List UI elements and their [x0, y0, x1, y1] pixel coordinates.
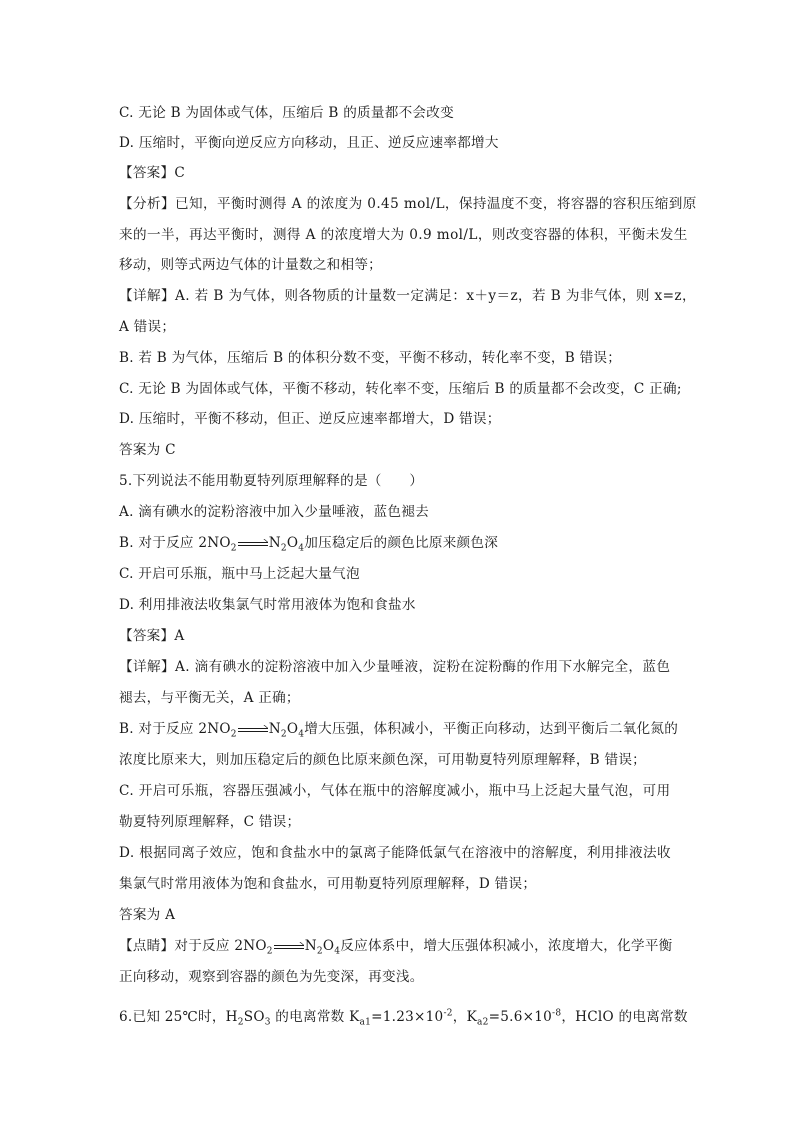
text-line: D. 压缩时，平衡不移动，但正、逆反应速率都增大，D 错误；: [119, 411, 501, 427]
text-line: B. 若 B 为气体，压缩后 B 的体积分数不变，平衡不移动，转化率不变，B 错误；: [119, 350, 622, 366]
text-line: 集氯气时常用液体为饱和食盐水，可用勒夏特列原理解释，D 错误；: [119, 876, 537, 892]
text-line: 浓度比原来大，则加压稳定后的颜色比原来颜色深，可用勒夏特列原理解释，B 错误；: [119, 752, 647, 768]
option-a: A. 滴有碘水的淀粉溶液中加入少量唾液，蓝色褪去: [119, 504, 429, 520]
chemical-formula: $N_2O_4$: [304, 938, 341, 957]
question-6: [119, 1008, 688, 1026]
subscript: 2: [316, 946, 323, 957]
text-line: 【详解】A. 滴有碘水的淀粉溶液中加入少量唾液，淀粉在淀粉酶的作用下水解完全，蓝色: [119, 659, 671, 675]
subscript: a1: [359, 1017, 372, 1028]
equilibrium-arrow-icon: [238, 539, 268, 549]
subscript: a2: [476, 1017, 489, 1028]
text-line: 来的一半，再达平衡时，测得 A 的浓度增大为 0.9 mol/L，则改变容器的体积，平衡未发生: [119, 227, 688, 243]
subscript: 3: [264, 1017, 271, 1028]
equilibrium-arrow-icon: [274, 942, 304, 952]
text-line: A 错误；: [119, 319, 176, 335]
option-b: [119, 534, 498, 552]
subscript: 2: [280, 543, 287, 554]
text-run: =5.6×10: [488, 1009, 553, 1025]
superscript: -8: [552, 1008, 562, 1019]
text-line: [119, 720, 678, 738]
text-line: D. 压缩时，平衡向逆反应方向移动，且正、逆反应速率都增大: [119, 135, 499, 151]
text-run: SO: [243, 1009, 265, 1025]
subscript: 2: [237, 1017, 244, 1028]
text-line: C. 无论 B 为固体或气体，平衡不移动，转化率不变，压缩后 B 的质量都不会改变，C 正确;: [119, 381, 682, 397]
text-run: ，HClO 的电离常数: [561, 1009, 688, 1025]
chemical-formula: $N_2O_4$: [268, 721, 305, 740]
subscript: 2: [230, 729, 237, 740]
subscript: 4: [334, 946, 341, 957]
text-line: C. 无论 B 为固体或气体，压缩后 B 的质量都不会改变: [119, 105, 454, 121]
answer-label: 【答案】C: [119, 165, 186, 181]
question-5: 5.下列说法不能用勒夏特列原理解释的是（ ）: [119, 473, 424, 489]
text-line: 褪去，与平衡无关，A 正确；: [119, 690, 300, 706]
line-text-before: B. 对于反应 2NO: [119, 721, 231, 737]
subscript: 2: [280, 729, 287, 740]
text-run: 6.已知 25℃时，H: [119, 1009, 238, 1025]
text-line: [119, 937, 673, 955]
text-line: 答案为 C: [119, 442, 176, 458]
line-text-after: 反应体系中，增大压强体积减小，浓度增大，化学平衡: [340, 938, 673, 954]
text-line: C. 开启可乐瓶，容器压强减小，气体在瓶中的溶解度减小，瓶中马上泛起大量气泡，可用: [119, 783, 671, 799]
text-line: 答案为 A: [119, 907, 176, 923]
equilibrium-arrow-icon: [238, 725, 268, 735]
text-line: 勒夏特列原理解释，C 错误；: [119, 814, 301, 830]
option-d: D. 利用排液法收集氯气时常用液体为饱和食盐水: [119, 597, 416, 613]
subscript: 4: [298, 543, 305, 554]
superscript: -2: [443, 1008, 453, 1019]
subscript: 2: [230, 543, 237, 554]
text-run: =1.23×10: [371, 1009, 444, 1025]
text-run: 的电离常数 K: [270, 1009, 360, 1025]
text-line: 【分析】已知，平衡时测得 A 的浓度为 0.45 mol/L，保持温度不变，将容器的容积压缩到原: [119, 196, 697, 212]
text-line: 【详解】A. 若 B 为气体，则各物质的计量数一定满足：x＋y＝z，若 B 为非气体，则 x=z，: [119, 288, 696, 304]
text-run: ，K: [452, 1009, 477, 1025]
text-line: D. 根据同离子效应，饱和食盐水中的氯离子能降低氯气在溶液中的溶解度，利用排液法收: [119, 845, 672, 861]
answer-label: 【答案】A: [119, 628, 185, 644]
text-line: 移动，则等式两边气体的计量数之和相等；: [119, 257, 383, 273]
line-text-before: B. 对于反应 2NO: [119, 535, 231, 551]
line-text-before: 【点睛】对于反应 2NO: [119, 938, 267, 954]
subscript: 2: [266, 946, 273, 957]
subscript: 4: [298, 729, 305, 740]
text-line: 正向移动，观察到容器的颜色为先变深，再变浅。: [119, 969, 424, 985]
line-text-after: 增大压强，体积减小，平衡正向移动，达到平衡后二氧化氮的: [304, 721, 679, 737]
line-text-after: 加压稳定后的颜色比原来颜色深: [304, 535, 499, 551]
chemical-formula: $N_2O_4$: [268, 535, 305, 554]
option-c: C. 开启可乐瓶，瓶中马上泛起大量气泡: [119, 566, 360, 582]
